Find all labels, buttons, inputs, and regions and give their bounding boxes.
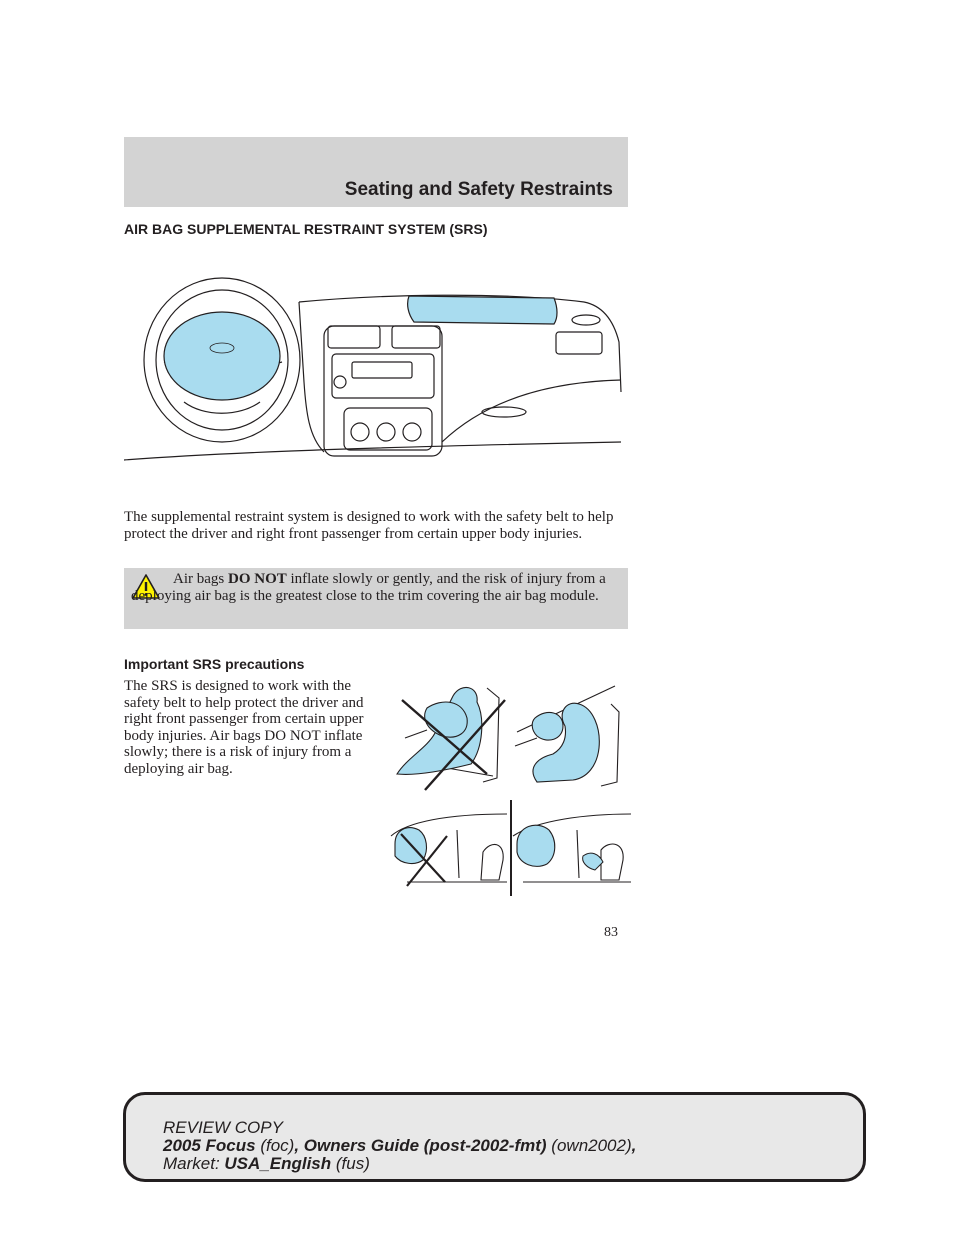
warning-suffix: inflate slowly or gently, and the risk of injury from a deploying air bag is the greatest close to the trim covering the air bag module. [131,571,606,604]
child-seat-illustration [387,800,631,896]
intro-paragraph: The supplemental restraint system is designed to work with the safety belt to help protect the driver and right front passenger from certain upper body injuries. [124,509,614,542]
footer-model: 2005 Focus [163,1136,256,1155]
page-number: 83 [604,925,618,940]
page-title: Seating and Safety Restraints [344,179,613,200]
footer-text [163,1119,636,1173]
dashboard-illustration [124,262,628,472]
warning-text [131,571,619,604]
footer-review-label: REVIEW COPY [163,1118,283,1137]
footer-guide: Owners Guide (post-2002-fmt) [303,1136,547,1155]
precautions-heading: Important SRS precautions [124,656,305,672]
footer-separator-2: , [631,1136,637,1155]
footer-market-label: Market: [163,1154,225,1173]
warning-box [124,568,628,629]
footer-guide-code: (own2002) [551,1136,632,1155]
seat-position-illustration [387,678,631,796]
footer-separator-1: , [294,1136,304,1155]
footer-market-code: (fus) [335,1154,370,1173]
warning-prefix: Air bags [173,571,228,587]
precautions-paragraph: The SRS is designed to work with the safety belt to help protect the driver and right front passenger from certain upper body injuries. Air bags DO NOT inflate slowly; there is a risk of injury from a deploying air bag. [124,678,364,777]
footer-model-code: (foc) [260,1136,295,1155]
footer-market: USA_English [224,1154,332,1173]
review-copy-footer [123,1092,866,1182]
warning-emphasis: DO NOT [228,571,287,587]
header-band [124,137,628,207]
section-heading: AIR BAG SUPPLEMENTAL RESTRAINT SYSTEM (SRS) [124,221,488,237]
